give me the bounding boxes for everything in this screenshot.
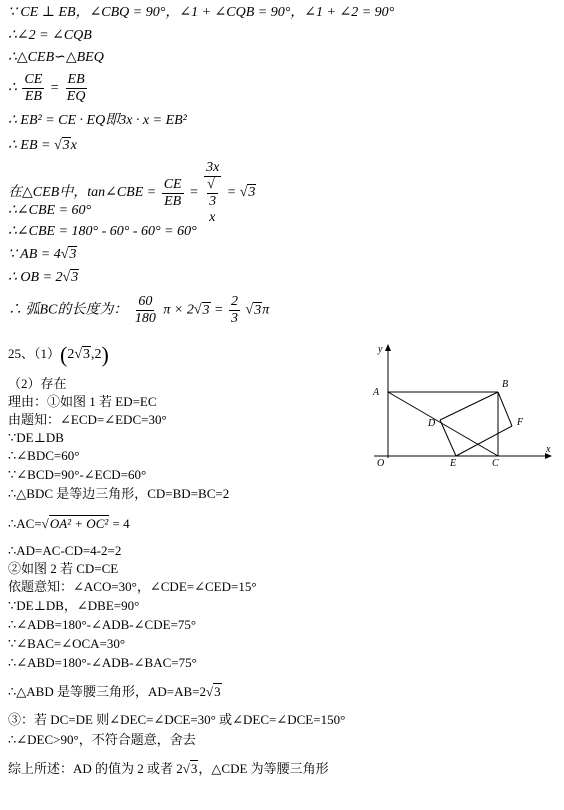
fraction-3x-root3x: 3x √ 3 x	[206, 160, 220, 225]
line-19: ∵∠BCD=90°-∠ECD=60°	[8, 467, 147, 482]
line-26: ∴∠ADB=180°-∠ADB-∠CDE=75°	[8, 617, 197, 632]
fraction-eb-eq: $\frac{EB}{EQ}$	[66, 72, 86, 104]
label-y: y	[378, 344, 383, 355]
line-31: ∴∠DEC>90°，不符合题意，舍去	[8, 732, 196, 747]
line-15: 理由：①如图 1 若 ED=EC	[8, 394, 157, 409]
line-11: ∴ OB = 2√3	[8, 270, 79, 285]
line-6: ∴ EB = √3x	[8, 138, 77, 153]
line-16: 由题知：∠ECD=∠EDC=30°	[8, 412, 167, 427]
line-2: ∴∠2 = ∠CQB	[8, 28, 92, 43]
line-7: 在△CEB中，tan∠CBE = $\frac{CE}{EB}$ = 3x √ 3 x = √3	[8, 160, 256, 225]
segment-BF	[498, 392, 512, 426]
fraction-60-180: $\frac{60}{180}$	[134, 294, 156, 326]
line-1: ∵ CE ⊥ EB，∠CBQ = 90°，∠1 + ∠CQB = 90°，∠1 + ∠2 = 90°	[8, 5, 395, 20]
fraction-ce-eb-2: $\frac{CE}{EB}$	[163, 176, 182, 209]
sqrt-radicand: 3	[62, 138, 70, 153]
label-B: B	[502, 379, 509, 390]
label-D: D	[428, 418, 436, 429]
label-E: E	[450, 458, 457, 469]
line-8: ∴∠CBE = 60°	[8, 203, 92, 218]
line-32: 综上所述：AD 的值为 2 或者 2√3，△CDE 为等腰三角形	[8, 761, 329, 776]
segment-FE	[456, 426, 512, 456]
geometry-figure	[360, 340, 560, 470]
line-5: ∴ EB² = CE · EQ即3x · x = EB²	[8, 113, 187, 128]
fraction-ce-eb: $\frac{CE}{EB}$	[24, 72, 43, 104]
line-25: ∵DE⊥DB，∠DBE=90°	[8, 598, 140, 613]
line-30: ③：若 DC=DE 则∠DEC=∠DCE=30° 或∠DEC=∠DCE=150°	[8, 712, 346, 727]
line-20: ∴△BDC 是等边三角形，CD=BD=BC=2	[8, 486, 230, 501]
line-17: ∵DE⊥DB	[8, 430, 64, 445]
y-axis-arrow	[385, 344, 391, 351]
line-27: ∵∠BAC=∠OCA=30°	[8, 636, 126, 651]
line-3: ∴△CEB∽△BEQ	[8, 50, 104, 65]
line-22: ∴AD=AC-CD=4-2=2	[8, 543, 122, 558]
line-24: 依题意知：∠ACO=30°，∠CDE=∠CED=15°	[8, 579, 257, 594]
label-A: A	[373, 387, 380, 398]
line-23: ②如图 2 若 CD=CE	[8, 561, 119, 576]
line-10: ∵ AB = 4√3	[8, 247, 77, 262]
therefore-symbol: ∴	[8, 80, 17, 96]
line-4: ∴ $\frac{CE}{EB}$ = $\frac{EB}{EQ}$	[8, 72, 86, 104]
line-9: ∴∠CBE = 180° - 60° - 60° = 60°	[8, 224, 197, 239]
line-28: ∴∠ABD=180°-∠ADB-∠BAC=75°	[8, 655, 197, 670]
label-C: C	[492, 458, 499, 469]
line-12: ∴ 弧BC的长度为： $\frac{60}{180}$ π × 2√3 = $\frac{2}{3}$ √3π	[8, 294, 270, 326]
segment-DE	[440, 420, 456, 456]
line-21: ∴AC=√OA² + OC² = 4	[8, 516, 130, 531]
label-F: F	[517, 417, 524, 428]
segment-BD	[440, 392, 498, 420]
fraction-2-3: $\frac{2}{3}$	[231, 294, 238, 326]
line-13: 25、（1）(2√3,2)	[8, 341, 109, 367]
line-29: ∴△ABD 是等腰三角形，AD=AB=2√3	[8, 684, 221, 699]
line-18: ∴∠BDC=60°	[8, 448, 80, 463]
line-14: （2）存在	[8, 376, 67, 391]
label-O: O	[377, 458, 385, 469]
segment-AC	[388, 392, 498, 456]
label-x: x	[546, 444, 551, 455]
